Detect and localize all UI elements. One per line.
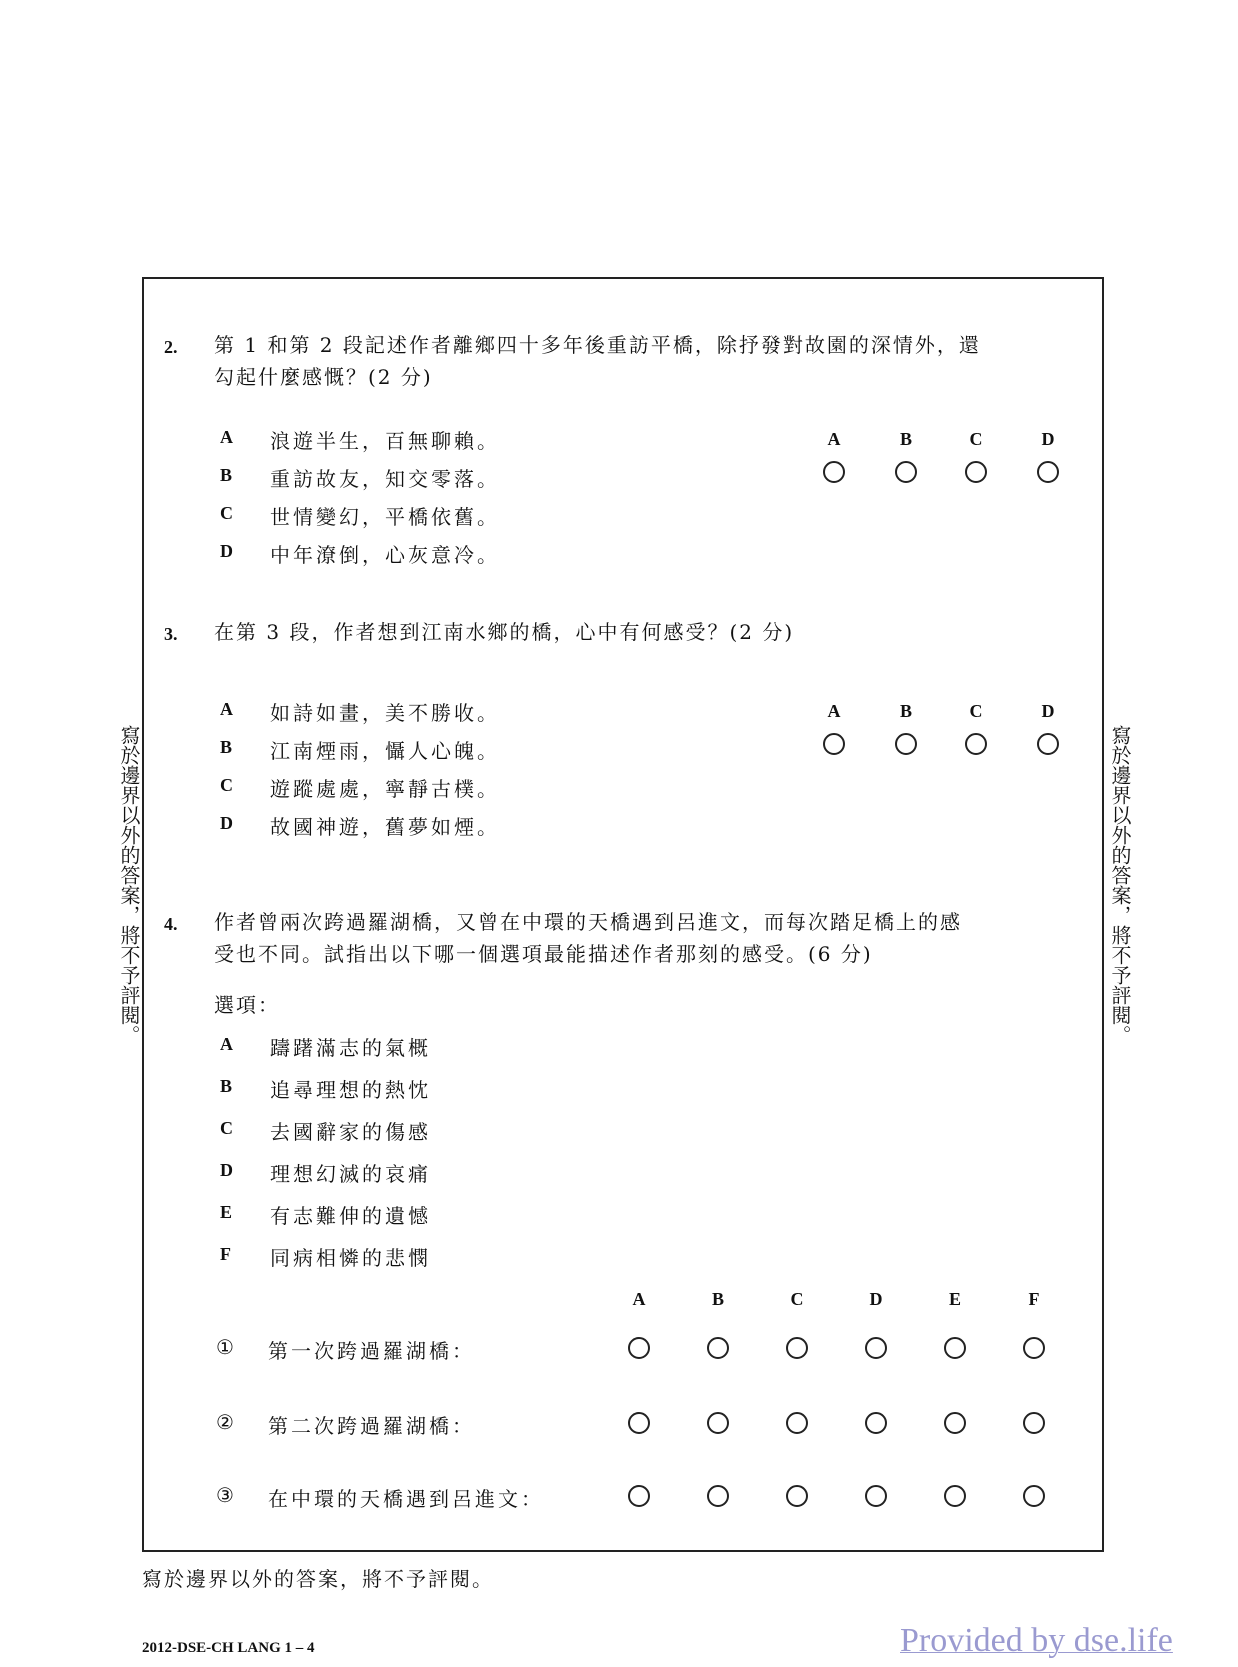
- q2-option-a-letter: A: [220, 427, 233, 447]
- q4-row2-bubble-e[interactable]: [944, 1412, 966, 1434]
- q3-option-a-letter: A: [220, 699, 233, 719]
- q4-row2-marker: ②: [216, 1410, 234, 1434]
- q2-option-c-text: 世情變幻，平橋依舊。: [270, 505, 500, 529]
- q4-col-d: D: [869, 1289, 883, 1309]
- q4-row2-bubble-d[interactable]: [865, 1412, 887, 1434]
- q3-bubble-d[interactable]: [1037, 733, 1059, 755]
- q4-row1-bubble-d[interactable]: [865, 1337, 887, 1359]
- q2-col-a: A: [827, 429, 841, 449]
- q4-row3-marker: ③: [216, 1483, 234, 1507]
- q4-row3-bubble-c[interactable]: [786, 1485, 808, 1507]
- q3-col-b: B: [899, 701, 912, 721]
- q3-option-c-letter: C: [220, 775, 233, 795]
- q2-option-b-text: 重訪故友，知交零落。: [270, 467, 500, 491]
- q4-row3-bubble-f[interactable]: [1023, 1485, 1045, 1507]
- q4-option-e-letter: E: [220, 1202, 233, 1222]
- q3-option-a-text: 如詩如畫，美不勝收。: [270, 701, 500, 725]
- q4-row1-bubble-b[interactable]: [707, 1337, 729, 1359]
- q4-row1-label: 第一次跨過羅湖橋：: [268, 1339, 475, 1363]
- q4-line2: 受也不同。試指出以下哪一個選項最能描述作者那刻的感受。(6 分): [214, 942, 873, 966]
- right-margin-note: 寫於邊界以外的答案，將不予評閱。: [1108, 725, 1132, 1045]
- watermark-link[interactable]: Provided by dse.life: [900, 1622, 1173, 1659]
- q4-row3-label: 在中環的天橋遇到呂進文：: [268, 1487, 544, 1511]
- q3-option-b-letter: B: [220, 737, 233, 757]
- answer-frame: [142, 277, 1104, 1552]
- q2-bubble-a[interactable]: [823, 461, 845, 483]
- q4-option-d-letter: D: [220, 1160, 233, 1180]
- bottom-margin-note: 寫於邊界以外的答案，將不予評閱。: [142, 1567, 494, 1591]
- q3-bubble-a[interactable]: [823, 733, 845, 755]
- q2-line1: 第 1 和第 2 段記述作者離鄉四十多年後重訪平橋，除抒發對故園的深情外，還: [214, 333, 981, 357]
- left-margin-note: 寫於邊界以外的答案，將不予評閱。: [117, 725, 141, 1045]
- q4-col-f: F: [1028, 1289, 1040, 1309]
- q3-col-d: D: [1041, 701, 1055, 721]
- q4-row2-bubble-f[interactable]: [1023, 1412, 1045, 1434]
- q4-row3-bubble-e[interactable]: [944, 1485, 966, 1507]
- q4-col-e: E: [948, 1289, 961, 1309]
- q3-col-a: A: [827, 701, 841, 721]
- q4-option-c-text: 去國辭家的傷感: [270, 1120, 431, 1144]
- q4-col-b: B: [711, 1289, 724, 1309]
- q4-row2-bubble-a[interactable]: [628, 1412, 650, 1434]
- q4-row3-bubble-a[interactable]: [628, 1485, 650, 1507]
- q4-row1-bubble-a[interactable]: [628, 1337, 650, 1359]
- q3-line1: 在第 3 段，作者想到江南水鄉的橋，心中有何感受？(2 分): [214, 620, 795, 644]
- q4-option-b-letter: B: [220, 1076, 233, 1096]
- q4-option-a-text: 躊躇滿志的氣概: [270, 1036, 431, 1060]
- q4-option-e-text: 有志難伸的遺憾: [270, 1204, 431, 1228]
- q4-row2-label: 第二次跨過羅湖橋：: [268, 1414, 475, 1438]
- q2-bubble-b[interactable]: [895, 461, 917, 483]
- q4-row2-bubble-b[interactable]: [707, 1412, 729, 1434]
- q2-col-c: C: [969, 429, 983, 449]
- paper-code: 2012-DSE-CH LANG 1 – 4: [142, 1640, 315, 1656]
- q4-option-f-text: 同病相憐的悲憫: [270, 1246, 431, 1270]
- q4-row2-bubble-c[interactable]: [786, 1412, 808, 1434]
- q4-option-f-letter: F: [220, 1244, 231, 1264]
- q4-option-b-text: 追尋理想的熱忱: [270, 1078, 431, 1102]
- q4-option-d-text: 理想幻滅的哀痛: [270, 1162, 431, 1186]
- q4-row1-bubble-e[interactable]: [944, 1337, 966, 1359]
- q2-line2: 勾起什麼感慨？(2 分): [214, 365, 433, 389]
- q3-bubble-c[interactable]: [965, 733, 987, 755]
- q2-option-d-letter: D: [220, 541, 233, 561]
- q2-option-b-letter: B: [220, 465, 233, 485]
- q3-number: 3.: [164, 624, 178, 644]
- q2-number: 2.: [164, 337, 178, 357]
- q2-col-b: B: [899, 429, 912, 449]
- q2-option-d-text: 中年潦倒，心灰意冷。: [270, 543, 500, 567]
- q3-option-c-text: 遊蹤處處，寧靜古樸。: [270, 777, 500, 801]
- q4-row1-bubble-c[interactable]: [786, 1337, 808, 1359]
- q4-col-a: A: [632, 1289, 646, 1309]
- q2-option-c-letter: C: [220, 503, 233, 523]
- q3-bubble-b[interactable]: [895, 733, 917, 755]
- q4-row3-bubble-d[interactable]: [865, 1485, 887, 1507]
- q4-row1-marker: ①: [216, 1335, 234, 1359]
- q3-col-c: C: [969, 701, 983, 721]
- q4-options-label: 選項：: [214, 993, 280, 1017]
- q4-col-c: C: [790, 1289, 804, 1309]
- q4-option-a-letter: A: [220, 1034, 233, 1054]
- q3-option-d-text: 故國神遊，舊夢如煙。: [270, 815, 500, 839]
- q4-row3-bubble-b[interactable]: [707, 1485, 729, 1507]
- q2-bubble-d[interactable]: [1037, 461, 1059, 483]
- q4-row1-bubble-f[interactable]: [1023, 1337, 1045, 1359]
- q3-option-d-letter: D: [220, 813, 233, 833]
- q4-number: 4.: [164, 914, 178, 934]
- q2-bubble-c[interactable]: [965, 461, 987, 483]
- q4-option-c-letter: C: [220, 1118, 233, 1138]
- q2-col-d: D: [1041, 429, 1055, 449]
- q4-line1: 作者曾兩次跨過羅湖橋，又曾在中環的天橋遇到呂進文，而每次踏足橋上的感: [214, 910, 962, 934]
- q2-option-a-text: 浪遊半生，百無聊賴。: [270, 429, 500, 453]
- q3-option-b-text: 江南煙雨，懾人心魄。: [270, 739, 500, 763]
